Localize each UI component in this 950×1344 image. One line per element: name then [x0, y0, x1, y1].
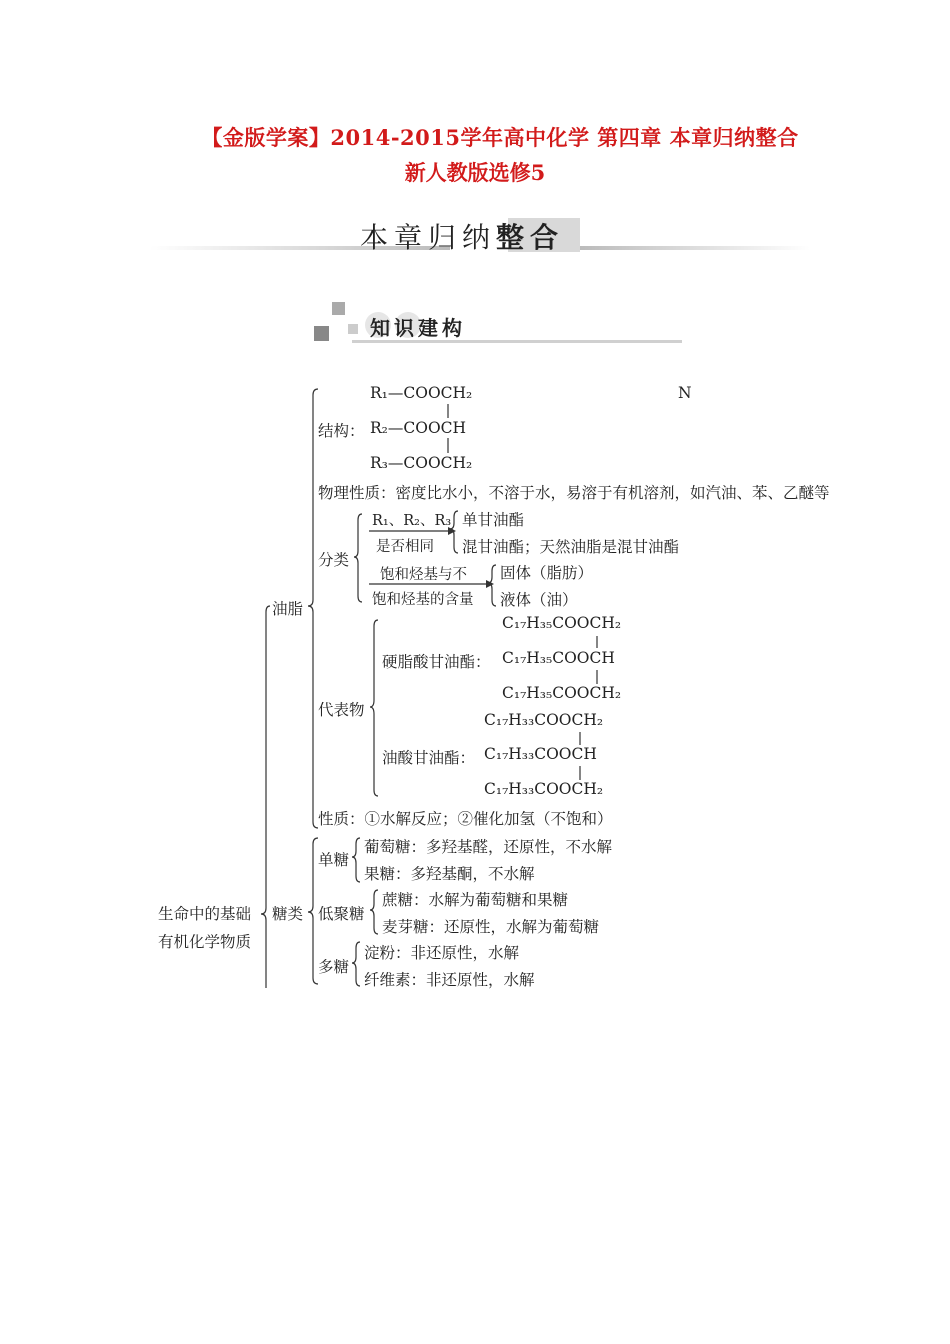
stearin-row-3: C₁₇H₃₅COOCH₂	[502, 684, 622, 702]
structure-row-2: R₂—COOCH	[370, 419, 467, 437]
olein-row-1: C₁₇H₃₃COOCH₂	[484, 711, 604, 729]
glucose-item: 葡萄糖：多羟基醛，还原性，不水解	[364, 838, 613, 856]
structure-label: 结构：	[318, 422, 365, 440]
classification-label: 分类	[318, 551, 350, 569]
simple-glyceride: 单甘油酯	[462, 511, 525, 529]
arrow1-top-text: R₁、R₂、R₃	[372, 513, 452, 529]
arrow2-top-text: 饱和烃基与不	[380, 567, 467, 583]
sucrose-item: 蔗糖：水解为葡萄糖和果糖	[382, 891, 569, 909]
stearin-label: 硬脂酸甘油酯：	[382, 653, 491, 671]
banner-title-highlight: 整合	[496, 221, 565, 254]
arrow2-bottom-text: 饱和烃基的含量	[372, 592, 474, 608]
banner-title-main: 本章归纳	[360, 221, 497, 254]
liquid-oil: 液体（油）	[500, 591, 578, 609]
maltose-item: 麦芽糖：还原性，水解为葡萄糖	[382, 918, 600, 936]
stearin-row-1: C₁₇H₃₅COOCH₂	[502, 614, 622, 632]
arrow1-bottom-text: 是否相同	[376, 539, 434, 555]
olein-row-3: C₁₇H₃₃COOCH₂	[484, 780, 604, 798]
root-node-line1: 生命中的基础	[158, 905, 252, 923]
olein-label: 油酸甘油酯：	[382, 749, 476, 767]
root-node-line2: 有机化学物质	[158, 933, 252, 951]
solid-fat: 固体（脂肪）	[500, 564, 594, 582]
physical-properties: 物理性质：密度比水小，不溶于水，易溶于有机溶剂，如汽油、苯、乙醚等	[318, 484, 830, 502]
lipid-properties: 性质：①水解反应；②催化加氢（不饱和）	[318, 810, 613, 828]
stearin-row-2: C₁₇H₃₅COOCH	[502, 649, 615, 667]
fructose-item: 果糖：多羟基酮，不水解	[364, 865, 535, 883]
lipid-label: 油脂	[272, 600, 304, 618]
oligosaccharide-label: 低聚糖	[318, 905, 365, 923]
olein-row-2: C₁₇H₃₃COOCH	[484, 745, 597, 763]
mixed-glyceride: 混甘油酯；天然油脂是混甘油酯	[462, 538, 680, 556]
starch-item: 淀粉：非还原性，水解	[364, 944, 520, 962]
section-title: 知识建构	[370, 316, 466, 340]
stray-mark: N	[678, 384, 692, 402]
sugars-label: 糖类	[272, 905, 304, 923]
document-title: 【金版学案】2014-2015学年高中化学 第四章 本章归纳整合	[201, 125, 799, 150]
structure-row-1: R₁—COOCH₂	[370, 384, 473, 402]
cellulose-item: 纤维素：非还原性，水解	[364, 971, 535, 989]
monosaccharide-label: 单糖	[318, 851, 350, 869]
structure-row-3: R₃—COOCH₂	[370, 454, 473, 472]
polysaccharide-label: 多糖	[318, 958, 350, 976]
document-subtitle: 新人教版选修5	[404, 160, 546, 185]
representative-label: 代表物	[318, 701, 365, 719]
